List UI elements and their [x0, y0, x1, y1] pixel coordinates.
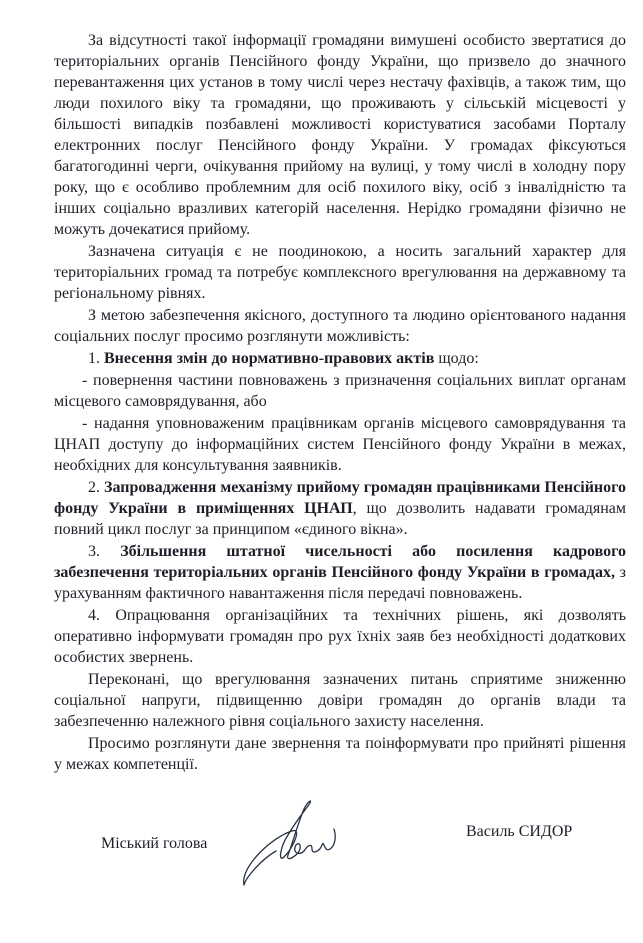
signature-stroke: [244, 801, 336, 885]
text-run: 4. Опрацювання організаційних та технічних рішень, які дозволять оперативно інформувати громадян про рух їхніх заяв без необхідності додаткових особистих звернень.: [54, 607, 626, 666]
paragraph-p8: [54, 541, 626, 604]
text-run: - надання уповноваженим працівникам органів місцевого самоврядування та ЦНАП доступу до інформаційних систем Пенсійного фонду України в межах, необхідних для консультування заявників.: [54, 415, 626, 474]
text-run: з урахуванням фактичного навантаження після передачі повноважень.: [54, 564, 626, 602]
text-run: Просимо розглянути дане звернення та поінформувати про прийняті рішення у межах компетенції.: [54, 735, 626, 773]
text-run: - повернення частини повноважень з призначення соціальних виплат органам місцевого самоврядування, або: [54, 372, 626, 410]
text-run: 3.: [88, 543, 121, 560]
text-run: 1.: [88, 350, 104, 367]
paragraph-p9: [54, 605, 626, 668]
bold-text: Запровадження механізму прийому громадян працівниками Пенсійного фонду України в приміщеннях ЦНАП: [54, 479, 627, 517]
paragraph-p5: [54, 370, 626, 412]
signer-name: Василь СИДОР: [466, 823, 573, 840]
paragraph-p11: [54, 733, 626, 775]
text-run: 2.: [88, 479, 105, 496]
paragraph-p10: [54, 669, 626, 732]
text-run: Зазначена ситуація є не поодинокою, а носить загальний характер для територіальних громад та потребує комплексного врегулювання на державному та регіональному рівнях.: [54, 243, 626, 302]
paragraph-p3: [54, 305, 626, 347]
handwritten-signature-icon: [232, 797, 372, 887]
letter-body: [54, 30, 626, 775]
paragraph-p7: [54, 477, 626, 540]
text-run: За відсутності такої інформації громадяни вимушені особисто звертатися до територіальних органів Пенсійного фонду України, що призвело до значного перевантаження цих установ в тому числі через нестачу фахівців, а також тим, що люди похилого віку та громадяни, що проживають у сільській місцевості у більшості випадків позбавлені можливості користуватися засобами Порталу електронних послуг Пенсійного фонду України. У громадах фіксуються багатогодинні черги, очікування прийому на вулиці, у тому числі в холодну пору року, що є особливо проблемним для осіб похилого віку, осіб з інвалідністю та інших соціально вразливих категорій населення. Нерідко громадяни фізично не можуть дочекатися прийому.: [54, 32, 626, 238]
text-run: , що дозволить надавати громадянам повний цикл послуг за принципом «єдиного вікна».: [54, 500, 626, 538]
signature-block: [54, 793, 626, 903]
bold-text: Збільшення штатної чисельності або посилення кадрового забезпечення територіальних органів Пенсійного фонду України в громадах,: [54, 543, 626, 581]
text-run: щодо:: [434, 350, 479, 367]
paragraph-p6: [54, 413, 626, 476]
text-run: З метою забезпечення якісного, доступного та людино орієнтованого надання соціальних послуг просимо розглянути можливість:: [54, 307, 626, 345]
text-run: Переконані, що врегулювання зазначених питань сприятиме зниженню соціальної напруги, підвищенню довіри громадян до органів влади та забезпеченню належного рівня соціального захисту населення.: [54, 671, 626, 730]
paragraph-p4: [54, 348, 626, 369]
paragraph-p2: [54, 241, 626, 304]
paragraph-p1: [54, 30, 626, 240]
position-title: Міський голова: [101, 835, 208, 852]
bold-text: Внесення змін до нормативно-правових актів: [104, 350, 435, 367]
